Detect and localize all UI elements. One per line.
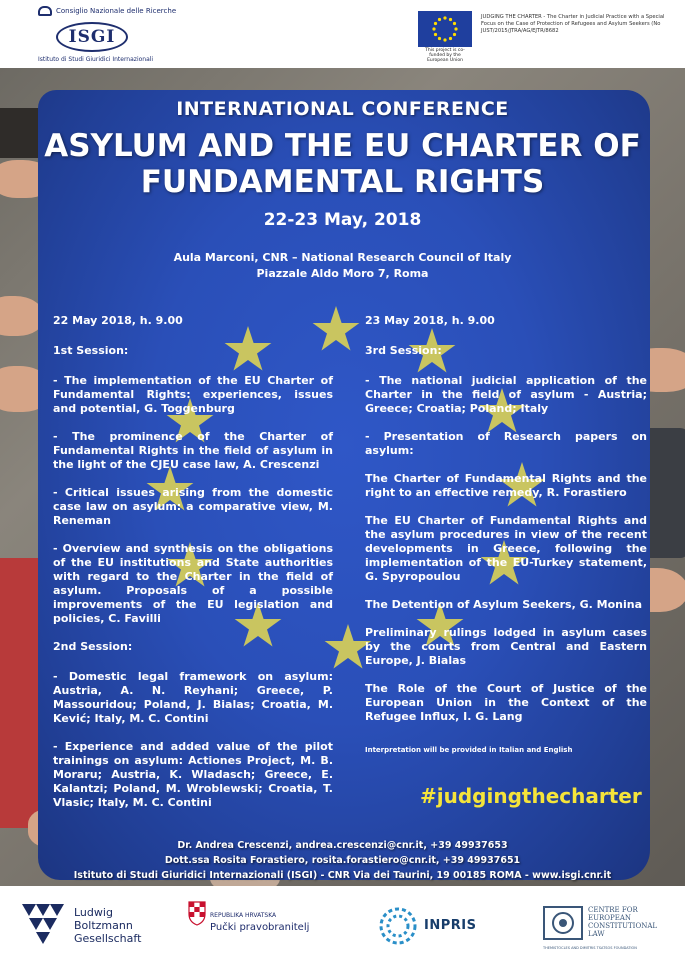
eu-flag-icon (418, 11, 472, 47)
programme-item: - Critical issues arising from the domestic case law on asylum: a comparative view, M. Reneman (53, 486, 333, 527)
cecl-line-1: CENTRE FOR (588, 906, 638, 914)
venue-line-1: Aula Marconi, CNR – National Research Council of Italy (173, 251, 512, 264)
venue (0, 250, 685, 282)
day-2-programme (365, 314, 647, 738)
session-1-heading: 1st Session: (53, 344, 129, 357)
programme-item: - The national judicial application of the Charter in the field of asylum - Austria; Greece; Croatia; Poland; Italy (365, 374, 647, 415)
lbg-line-3: Gesellschaft (74, 932, 142, 945)
rh-country: REPUBLIKA HRVATSKA (210, 912, 277, 919)
lbg-triangles-icon (22, 902, 64, 944)
contact-line-1: Dr. Andrea Crescenzi, andrea.crescenzi@cnr.it, +39 49937653 (177, 840, 508, 851)
contact-line-3: Istituto di Studi Giuridici Internazionali (ISGI) - CNR Via dei Taurini, 19 00185 ROMA - www.isgi.cnr.it (73, 870, 612, 881)
session-3-heading: 3rd Session: (365, 344, 442, 357)
programme-item: The Charter of Fundamental Rights and the right to an effective remedy, R. Forastiero (365, 472, 647, 499)
poster-text (0, 68, 685, 886)
conference-title (0, 128, 685, 200)
day-1-heading: 22 May 2018, h. 9.00 (53, 314, 183, 327)
isgi-logo-text: ISGI (68, 27, 116, 47)
programme-item: - Overview and synthesis on the obligations of the EU institutions and State authorities with regard to the Charter in the field of asylum. Proposals of a possible improvements of the EU legislation and policies, C. Favilli (53, 542, 333, 625)
cecl-emblem-graphic (549, 911, 577, 935)
programme-item: - Experience and added value of the pilot trainings on asylum: Actiones Project, M. B. Moraru; Austria, K. Wladasch; Greece, E. Kalantzi; Poland, M. Wroblewski; Croatia, T. Vlasic; Italy, M. C. Contini (53, 740, 333, 809)
programme-item: - The prominence of the Charter of Fundamental Rights in the field of asylum in the light of the CJEU case law, A. Crescenzi (53, 430, 333, 471)
inpris-name: INPRIS (424, 918, 477, 933)
contacts (0, 838, 685, 883)
cecl-emblem-icon (543, 906, 583, 940)
venue-line-2: Piazzale Aldo Moro 7, Roma (256, 267, 429, 280)
programme-item: The Detention of Asylum Seekers, G. Monina (365, 598, 643, 611)
cnr-logo (38, 6, 176, 16)
programme-item: Preliminary rulings lodged in asylum cases by the courts from Central and Eastern Europe, J. Bialas (365, 626, 647, 667)
lbg-line-2: Boltzmann (74, 919, 133, 932)
conference-label: INTERNATIONAL CONFERENCE (176, 98, 509, 120)
cecl-foundation: THEMISTOCLES AND DIMITRIS TSATSOS FOUNDATION (543, 946, 637, 950)
day-1-programme (53, 314, 333, 824)
eu-cofunding-caption: This project is co-funded by the European Union (425, 48, 465, 63)
rh-ombudsman: Pučki pravobranitelj (210, 922, 310, 933)
programme-item: The Role of the Court of Justice of the European Union in the Context of the Refugee Influx, I. G. Lang (365, 682, 647, 723)
programme-item: - Domestic legal framework on asylum: Austria, A. N. Reyhani; Greece, P. Massouridou; Poland, J. Bialas; Croatia, M. Kević; Italy, M. C. Contini (53, 670, 333, 725)
inpris-circle-icon (377, 906, 419, 946)
cecl-line-3: CONSTITUTIONAL (588, 922, 658, 930)
poster-body (0, 68, 685, 886)
cnr-name: Consiglio Nazionale delle Ricerche (56, 7, 177, 15)
lbg-name (74, 906, 141, 945)
programme-item: - Presentation of Research papers on asylum: (365, 430, 647, 457)
day-2-heading: 23 May 2018, h. 9.00 (365, 314, 495, 327)
project-description: JUDGING THE CHARTER - The Charter in Judicial Practice with a Special Focus on the Case of Protection of Refugees and Asylum Seekers (No JUST/2015/JTRA/AG/EJTR/8682 (481, 14, 665, 34)
lbg-line-1: Ludwig (74, 906, 113, 919)
cecl-line-4: LAW (588, 930, 605, 938)
isgi-name: Istituto di Studi Giuridici Internazionali (38, 56, 154, 63)
partner-logos (0, 886, 685, 960)
conference-title-line-1: ASYLUM AND THE EU CHARTER OF (44, 128, 641, 164)
header (0, 0, 685, 68)
programme-item: - The implementation of the EU Charter of Fundamental Rights: experiences, issues and potential, G. Toggenburg (53, 374, 333, 415)
conference-date: 22-23 May, 2018 (263, 210, 422, 230)
session-2-heading: 2nd Session: (53, 640, 133, 653)
conference-title-line-2: FUNDAMENTAL RIGHTS (140, 164, 545, 200)
croatia-coat-icon (188, 900, 206, 926)
cecl-line-2: EUROPEAN (588, 914, 632, 922)
programme-item: The EU Charter of Fundamental Rights and the asylum procedures in view of the recent developments in Greece, following the implementation of the EU-Turkey statement, G. Spyropoulou (365, 514, 647, 583)
interpretation-note: Interpretation will be provided in Italian and English (365, 746, 573, 754)
hashtag: #judgingthecharter (420, 784, 642, 808)
cnr-icon (38, 6, 52, 16)
contact-line-2: Dott.ssa Rosita Forastiero, rosita.forastiero@cnr.it, +39 49937651 (164, 855, 521, 866)
isgi-logo (56, 22, 128, 52)
cecl-name (588, 906, 657, 938)
